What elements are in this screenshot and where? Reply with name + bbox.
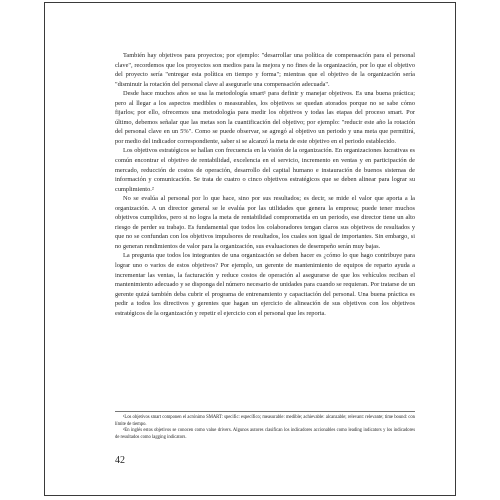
paragraph: También hay objetivos para proyectos; por ejemplo: "desarrollar una política de compensación para el personal clave", recordemos que los proyectos son medios para la mejora y no fines de la organización, por lo que el objetivo del proyecto sería "entregar esta política en tiempo y forma"; mientras que el objetivo de la organización sería "disminuir la rotación del personal clave al asegurarle una compensación adecuada". — [115, 52, 415, 88]
footnotes — [115, 411, 415, 441]
paragraph: Los objetivos estratégicos se hallan con frecuencia en la visión de la organización. En organizaciones lucrativas es común encontrar el objetivo de rentabilidad, excelencia en el servicio, incremento en ventas y en participación de mercado, reducción de costos de operación, desarrollo del capital humano e instauración de buenos sistemas de información y comunicación. Se trata de cuatro o cinco objetivos estratégicos que se deben alinear para lograr su cumplimiento.² — [115, 147, 415, 193]
footnote: ¹Los objetivos smart componen el acrónimo SMART: specific: específico; measurable: medible; achievable: alcanzable; relevant: relevante; time bound: con límite de tiempo. — [115, 415, 415, 427]
footnote: ²En inglés estos objetivos se conocen como value drivers. Algunos autores clasifican los indicadores accionables como leading indicators y los indicadores de resultados como lagging indicators. — [115, 428, 415, 440]
paragraph: Desde hace muchos años se usa la metodología smart¹ para definir y manejar objetivos. Es una buena práctica; pero al llegar a los aspectos medibles o measurables, los objetivos se quedan atorados porque no se sabe cómo fijarlos; por ello, ofrecemos una metodología para medir los objetivos y todas las etapas del proceso smart. Por último, debemos señalar que las metas son la cuantificación del objetivo; por ejemplo: "reducir este año la rotación del personal clave en un 5%". Como se puede observar, se agregó al objetivo un periodo y una meta que permitirá, por medio del indicador correspondiente, saber si se alcanzó la meta de este objetivo en el periodo establecido. — [115, 90, 415, 145]
body-text — [115, 51, 415, 318]
paragraph: No se evalúa al personal por lo que hace, sino por sus resultados; es decir, se mide el valor que aporta a la organización. A un director general se le evalúa por las utilidades que genera la empresa; puede tener muchos objetivos cumplidos, pero si no logra la meta de rentabilidad comprometida en un periodo, ese director tiene un alto riesgo de perder su trabajo. Es fundamental que todos los colaboradores tengan claros sus objetivos de resultados y que no se confundan con los objetivos impulsores de resultados, los cuales son igual de importantes. Sin embargo, si no generan rendimientos de valor para la organización, sus evaluaciones de desempeño serán muy bajas. — [115, 195, 415, 250]
paragraph: La pregunta que todos los integrantes de una organización se deben hacer es ¿cómo lo que hago contribuye para lograr uno o varios de estos objetivos? Por ejemplo, un gerente de mantenimiento de equipos de reparto ayuda a incrementar las ventas, la facturación y reduce costos de operación al asegurarse de que los vehículos reciban el mantenimiento adecuado y se disponga del número necesario de unidades para cuando se requieran. Por tratarse de un gerente quizá también deba cubrir el programa de entrenamiento y capacitación del personal. Una buena práctica es pedir a todos los directivos y gerentes que hagan un ejercicio de alineación de sus objetivos con los objetivos estratégicos de la organización y repetir el ejercicio con el personal que les reporta. — [115, 252, 415, 317]
page-number: 42 — [115, 455, 125, 466]
book-page — [44, 2, 456, 496]
